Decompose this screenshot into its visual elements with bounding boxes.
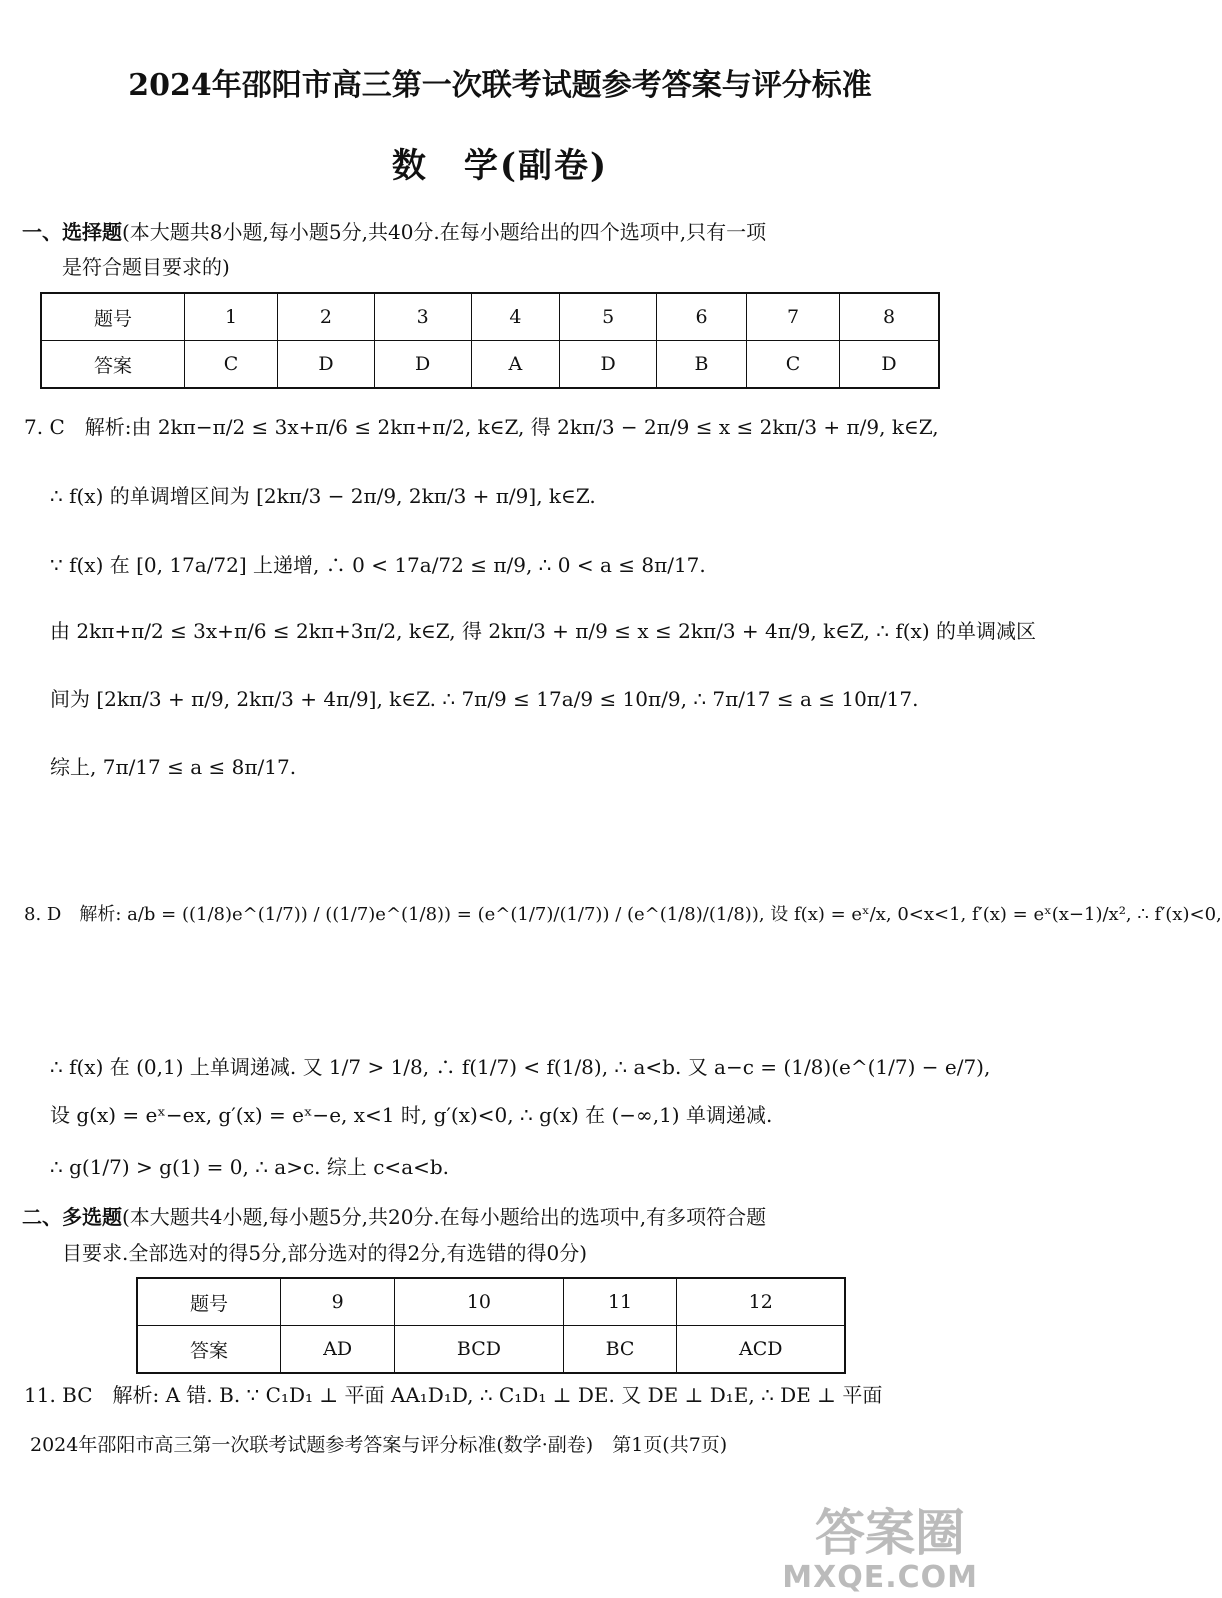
- q8-line-1: 8. D 解析: a/b = ((1/8)e^(1/7)) / ((1/7)e^(1/8)) = (e^(1/7)/(1/7)) / (e^(1/8)/(1/8)), 设 f(x) = eˣ/x, 0<x<1, f′(x) = eˣ(x−1)/x², ∴ f′(x)<0,: [24, 904, 1222, 925]
- watermark-url: MXQE.COM: [782, 1560, 978, 1595]
- table-cell: ACD: [677, 1326, 845, 1374]
- page-footer: 2024年邵阳市高三第一次联考试题参考答案与评分标准(数学·副卷) 第1页(共7页): [30, 1434, 728, 1456]
- q7-line-3: ∵ f(x) 在 [0, 17a/72] 上递增, ∴ 0 < 17a/72 ≤ π/9, ∴ 0 < a ≤ 8π/17.: [50, 553, 706, 577]
- table-cell: 6: [657, 293, 747, 341]
- table-cell: BCD: [395, 1326, 563, 1374]
- watermark-logo: 答案圈: [815, 1504, 965, 1562]
- table-cell: BC: [563, 1326, 677, 1374]
- q7-line-2: ∴ f(x) 的单调增区间为 [2kπ/3 − 2π/9, 2kπ/3 + π/9], k∈Z.: [50, 484, 596, 508]
- table-cell: AD: [281, 1326, 395, 1374]
- section1-heading: 一、选择题: [22, 220, 122, 244]
- table-cell: 12: [677, 1278, 845, 1326]
- table-cell: 7: [747, 293, 840, 341]
- section1-desc-1: (本大题共8小题,每小题5分,共40分.在每小题给出的四个选项中,只有一项: [122, 220, 767, 244]
- table-cell: B: [657, 341, 747, 389]
- table-cell: 2: [278, 293, 375, 341]
- q7-line-4: 由 2kπ+π/2 ≤ 3x+π/6 ≤ 2kπ+3π/2, k∈Z, 得 2kπ/3 + π/9 ≤ x ≤ 2kπ/3 + 4π/9, k∈Z, ∴ f(x) 的单调减区: [50, 619, 1036, 643]
- table-cell: 8: [840, 293, 939, 341]
- table-cell: 11: [563, 1278, 677, 1326]
- answer-table-1: [40, 292, 940, 389]
- page-subtitle: 数 学(副卷): [391, 146, 609, 186]
- table-header-cell: 题号: [41, 293, 185, 341]
- q7-line-1: 7. C 解析:由 2kπ−π/2 ≤ 3x+π/6 ≤ 2kπ+π/2, k∈Z, 得 2kπ/3 − 2π/9 ≤ x ≤ 2kπ/3 + π/9, k∈Z,: [24, 415, 939, 439]
- section2-desc-1: (本大题共4小题,每小题5分,共20分.在每小题给出的选项中,有多项符合题: [122, 1205, 767, 1229]
- table-cell: C: [185, 341, 278, 389]
- q8-line-2: ∴ f(x) 在 (0,1) 上单调递减. 又 1/7 > 1/8, ∴ f(1/7) < f(1/8), ∴ a<b. 又 a−c = (1/8)(e^(1/7) − e/7),: [50, 1055, 991, 1079]
- section1-desc-2: 是符合题目要求的): [62, 255, 230, 279]
- table-header-cell: 答案: [41, 341, 185, 389]
- table-row: [41, 293, 939, 341]
- table-cell: 3: [374, 293, 471, 341]
- table-cell: D: [560, 341, 657, 389]
- table-cell: 4: [471, 293, 560, 341]
- page-title: 2024年邵阳市高三第一次联考试题参考答案与评分标准: [128, 68, 872, 103]
- section2-heading: 二、多选题: [22, 1205, 122, 1229]
- table-row: [41, 341, 939, 389]
- section2-desc-2: 目要求.全部选对的得5分,部分选对的得2分,有选错的得0分): [62, 1241, 588, 1265]
- table-row: [137, 1278, 845, 1326]
- q8-line-4: ∴ g(1/7) > g(1) = 0, ∴ a>c. 综上 c<a<b.: [50, 1155, 450, 1179]
- section2-intro: [22, 1200, 766, 1234]
- table-header-cell: 答案: [137, 1326, 281, 1374]
- table-row: [137, 1326, 845, 1374]
- q11-line-1: 11. BC 解析: A 错. B. ∵ C₁D₁ ⊥ 平面 AA₁D₁D, ∴ C₁D₁ ⊥ DE. 又 DE ⊥ D₁E, ∴ DE ⊥ 平面: [24, 1383, 883, 1407]
- q7-line-6: 综上, 7π/17 ≤ a ≤ 8π/17.: [50, 755, 297, 779]
- answer-table-2: [136, 1277, 846, 1374]
- table-cell: D: [278, 341, 375, 389]
- table-cell: D: [374, 341, 471, 389]
- table-cell: D: [840, 341, 939, 389]
- q8-line-3: 设 g(x) = eˣ−ex, g′(x) = eˣ−e, x<1 时, g′(x)<0, ∴ g(x) 在 (−∞,1) 单调递减.: [50, 1103, 773, 1127]
- table-cell: A: [471, 341, 560, 389]
- table-cell: 9: [281, 1278, 395, 1326]
- table-cell: 10: [395, 1278, 563, 1326]
- table-header-cell: 题号: [137, 1278, 281, 1326]
- table-cell: C: [747, 341, 840, 389]
- q7-line-5: 间为 [2kπ/3 + π/9, 2kπ/3 + 4π/9], k∈Z. ∴ 7π/9 ≤ 17a/9 ≤ 10π/9, ∴ 7π/17 ≤ a ≤ 10π/17.: [50, 687, 919, 711]
- table-cell: 1: [185, 293, 278, 341]
- section1-intro: [22, 215, 766, 249]
- table-cell: 5: [560, 293, 657, 341]
